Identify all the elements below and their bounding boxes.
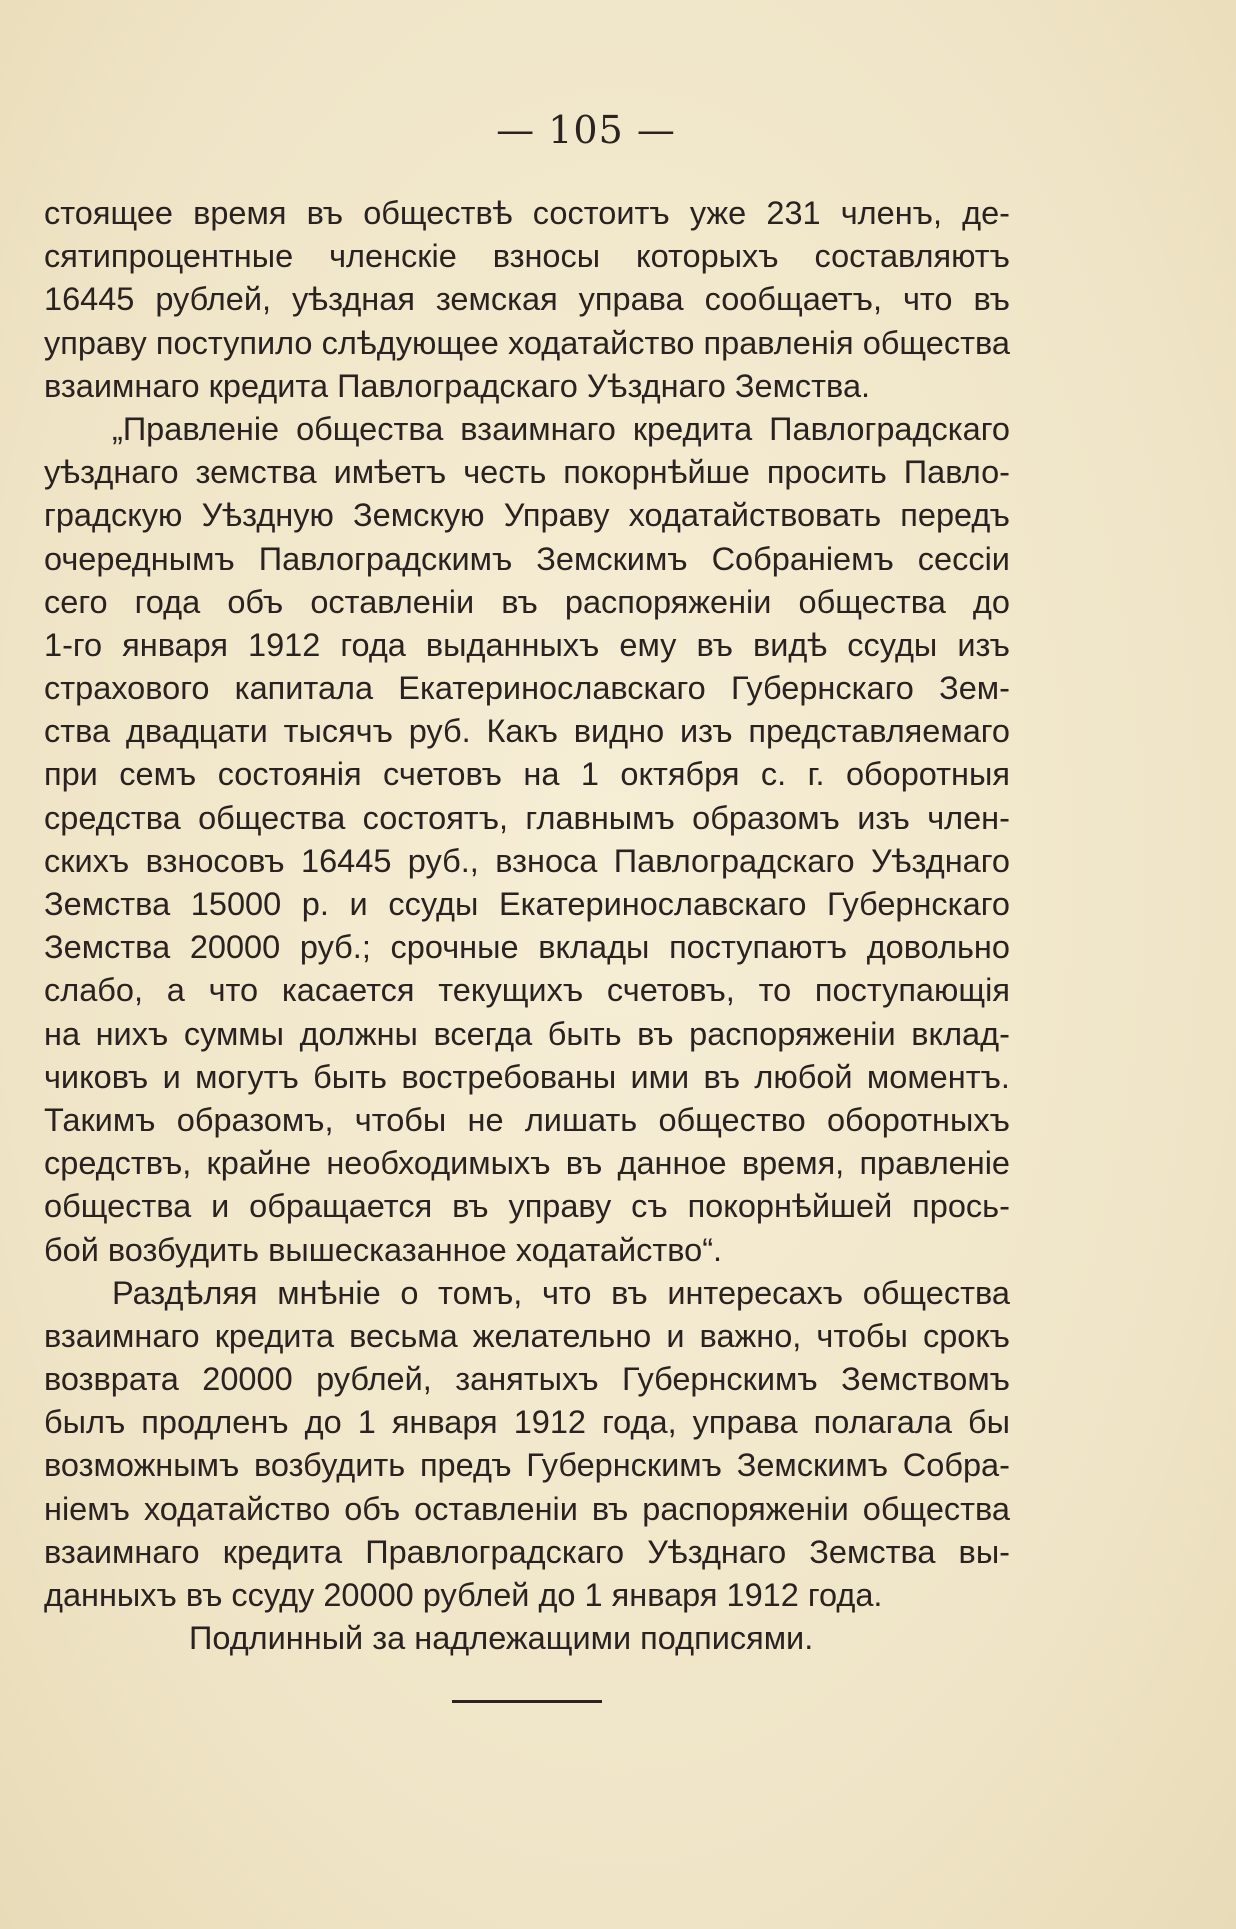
text-line: ства двадцати тысячъ руб. Какъ видно изъ представляемаго (44, 713, 1010, 750)
text-line: при семъ состоянія счетовъ на 1 октября с. г. оборотныя (44, 756, 1010, 793)
text-line: управу поступило слѣдующее ходатайство правленія общества (44, 324, 1010, 361)
text-line: сего года объ оставленіи въ распоряженіи общества до (44, 583, 1010, 620)
text-line: былъ продленъ до 1 января 1912 года, управа полагала бы (44, 1404, 1010, 1441)
text-line: сятипроцентные членскіе взносы которыхъ составляютъ (44, 238, 1010, 275)
text-line: уѣзднаго земства имѣетъ честь покорнѣйше просить Павло- (44, 454, 1010, 491)
text-line: взаимнаго кредита Павлоградскаго Уѣзднаго Земства. (44, 367, 871, 404)
body-text (44, 192, 1010, 1660)
text-line: на нихъ суммы должны всегда быть въ распоряженіи вклад- (44, 1015, 1010, 1052)
text-line: Раздѣляя мнѣніе о томъ, что въ интересахъ общества (112, 1274, 1010, 1311)
text-line: 1-го января 1912 года выданныхъ ему въ видѣ ссуды изъ (44, 626, 1010, 663)
text-line: скихъ взносовъ 16445 руб., взноса Павлоградскаго Уѣзднаго (44, 842, 1010, 879)
text-line: „Правленіе общества взаимнаго кредита Павлоградскаго (112, 410, 1010, 447)
text-line: средствъ, крайне необходимыхъ въ данное время, правленіе (44, 1145, 1010, 1182)
closing-rule (452, 1700, 602, 1703)
text-line: взаимнаго кредита Правлоградскаго Уѣзднаго Земства вы- (44, 1533, 1010, 1570)
text-line: Такимъ образомъ, чтобы не лишать общество оборотныхъ (44, 1101, 1010, 1138)
text-line: страхового капитала Екатеринославскаго Губернскаго Зем- (44, 670, 1010, 707)
text-line: общества и обращается въ управу съ покорнѣйшей прось- (44, 1188, 1010, 1225)
text-line: данныхъ въ ссуду 20000 рублей до 1 января 1912 года. (44, 1577, 883, 1613)
text-line: ніемъ ходатайство объ оставленіи въ распоряженіи общества (44, 1490, 1010, 1527)
text-line: чиковъ и могутъ быть востребованы ими въ любой моментъ. (44, 1058, 1010, 1095)
text-line: возможнымъ возбудить предъ Губернскимъ Земскимъ Собра- (44, 1447, 1010, 1484)
page-number: — 105 — (496, 108, 676, 152)
text-line: бой возбудить вышесказанное ходатайство“. (44, 1231, 723, 1268)
text-line: Земства 20000 руб.; срочные вклады поступаютъ довольно (44, 929, 1010, 966)
text-line: Подлинный за надлежащими подписями. (189, 1620, 814, 1657)
text-line: градскую Уѣздную Земскую Управу ходатайствовать передъ (44, 497, 1010, 534)
text-line: очереднымъ Павлоградскимъ Земскимъ Собраніемъ сессіи (44, 540, 1010, 577)
text-line: взаимнаго кредита весьма желательно и важно, чтобы срокъ (44, 1317, 1010, 1354)
text-line: средства общества состоятъ, главнымъ образомъ изъ член- (44, 799, 1010, 836)
text-line: 16445 рублей, уѣздная земская управа сообщаетъ, что въ (44, 281, 1010, 318)
text-line: стоящее время въ обществѣ состоитъ уже 231 членъ, де- (44, 195, 1010, 231)
text-line: Земства 15000 р. и ссуды Екатеринославскаго Губернскаго (44, 886, 1010, 922)
text-line: слабо, а что касается текущихъ счетовъ, то поступающія (44, 972, 1010, 1009)
text-line: возврата 20000 рублей, занятыхъ Губернскимъ Земствомъ (44, 1361, 1010, 1398)
